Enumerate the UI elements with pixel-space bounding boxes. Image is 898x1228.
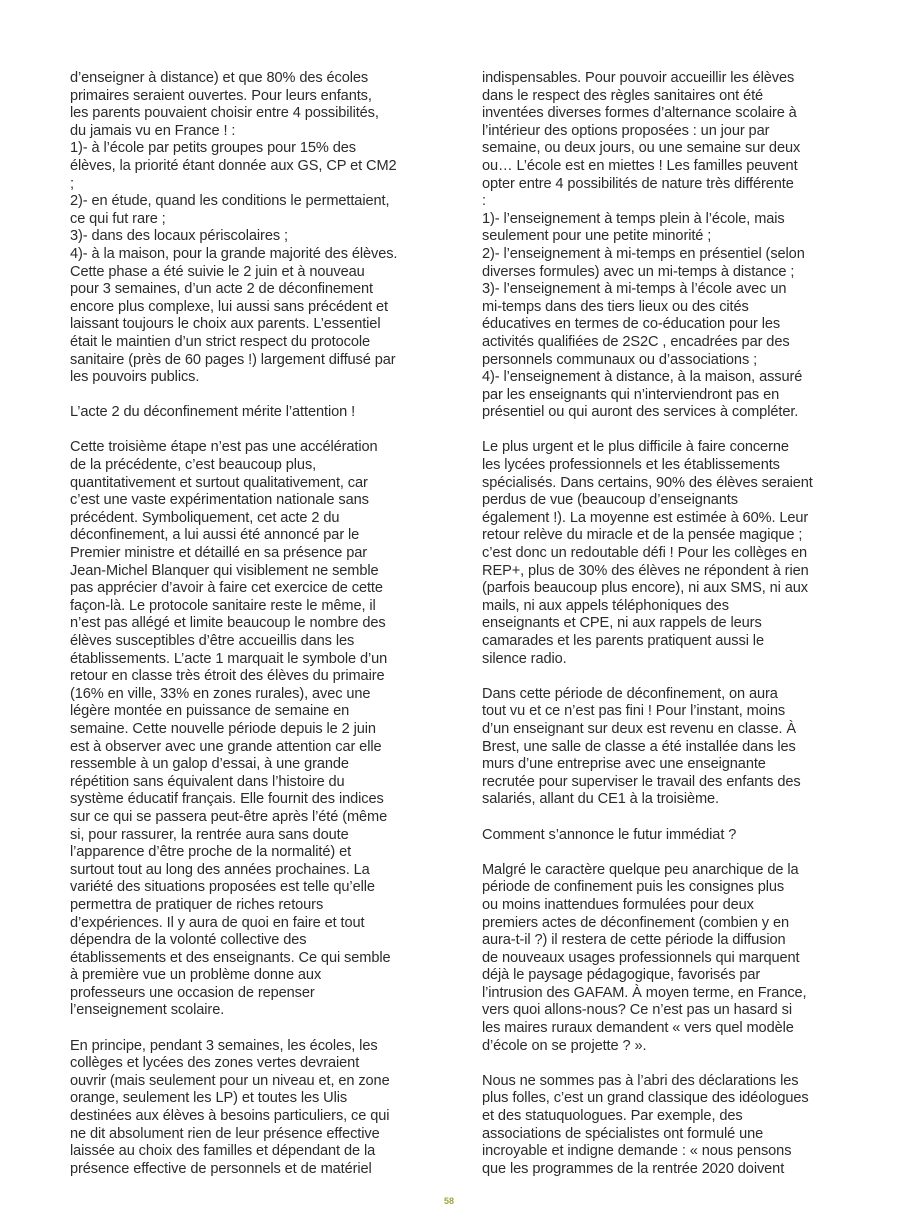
text-line: Dans cette période de déconfinement, on aura	[482, 685, 778, 702]
text-line: diverses formules) avec un mi-temps à distance ;	[482, 263, 795, 280]
text-line: les pouvoirs publics.	[70, 369, 200, 386]
text-line: primaires seraient ouvertes. Pour leurs enfants,	[70, 87, 372, 104]
text-line: mails, ni aux appels téléphoniques des	[482, 597, 729, 614]
text-line: 1)- à l’école par petits groupes pour 15% des	[70, 140, 356, 157]
text-line: l’intrusion des GAFAM. À moyen terme, en France,	[482, 984, 807, 1001]
text-line: En principe, pendant 3 semaines, les écoles, les	[70, 1037, 378, 1054]
text-line: d’un enseignant sur deux est revenu en classe. À	[482, 720, 797, 737]
text-line: sur ce qui se passera peut-être après l’été (même	[70, 808, 388, 825]
text-line: de la précédente, c’est beaucoup plus,	[70, 457, 317, 474]
text-line: établissements. L’acte 1 marquait le symbole d’un	[70, 650, 388, 667]
text-line: 2)- en étude, quand les conditions le permettaient,	[70, 193, 390, 210]
text-line: indispensables. Pour pouvoir accueillir les élèves	[482, 70, 795, 86]
text-line: premiers actes de déconfinement (combien y en	[482, 914, 789, 931]
text-line: façon-là. Le protocole sanitaire reste le même, il	[70, 597, 376, 614]
text-line: Le plus urgent et le plus difficile à faire concerne	[482, 439, 789, 456]
text-line: c’est donc un redoutable défi ! Pour les collèges en	[482, 545, 807, 562]
text-line: camarades et les parents pratiquent aussi le	[482, 633, 764, 649]
text-line: semaine. Cette nouvelle période depuis le 2 juin	[70, 720, 376, 737]
text-line: répétition sans équivalent dans l’histoire du	[70, 773, 345, 790]
text-line: et des statuquologues. Par exemple, des	[482, 1108, 743, 1125]
text-line: déconfinement, a lui aussi été annoncé par le	[70, 527, 360, 544]
left-text-column	[70, 70, 414, 1178]
text-line: 3)- dans des locaux périscolaires ;	[70, 228, 288, 245]
text-line: laissant toujours le choix aux parents. L’essentiel	[70, 316, 381, 333]
text-line: d’enseigner à distance) et que 80% des écoles	[70, 70, 369, 86]
text-line: encore plus complexe, lui aussi sans précédent et	[70, 298, 388, 315]
text-line: légère montée en puissance de semaine en	[70, 703, 350, 720]
text-line: surtout tout au long des années prochaines. La	[70, 861, 370, 878]
text-line: ce qui fut rare ;	[70, 210, 166, 227]
text-line: présentiel ou qui auront des services à compléter.	[482, 404, 799, 421]
text-line: établissements et des enseignants. Ce qui semble	[70, 949, 391, 966]
paragraph-gap	[482, 1055, 827, 1073]
page-number: 58	[443, 1196, 454, 1206]
text-line: dans le respect des règles sanitaires ont été	[482, 87, 764, 104]
text-line: 1)- l’enseignement à temps plein à l’école, mais	[482, 210, 785, 227]
text-line: l’intérieur des options proposées : un jour par	[482, 122, 770, 139]
text-line: activités qualifiées de 2S2C , encadrées par des	[482, 333, 790, 350]
text-line: inventées diverses formes d’alternance scolaire à	[482, 105, 797, 122]
text-line: également !). La moyenne est estimée à 60%. Leur	[482, 509, 809, 526]
text-line: précédent. Symboliquement, cet acte 2 du	[70, 509, 340, 526]
right-text-column	[482, 70, 827, 1178]
text-line: personnels communaux ou d’associations ;	[482, 351, 758, 368]
paragraph-gap	[70, 1020, 414, 1038]
text-line: variété des situations proposées est telle qu’elle	[70, 879, 375, 896]
text-line: aura-t-il ?) il restera de cette période la diffusion	[482, 932, 786, 949]
text-line: retour en classe très étroit des élèves du primaire	[70, 668, 385, 685]
text-line: l’apparence d’être proche de la normalité) et	[70, 844, 352, 861]
text-line: à première vue un problème donne aux	[70, 967, 322, 984]
text-line: c’est une vaste expérimentation nationale sans	[70, 492, 369, 509]
text-line: ou moins inattendues formulées pour deux	[482, 896, 754, 913]
text-line: vers quoi allons-nous? Ce n’est pas un hasard si	[482, 1002, 792, 1019]
text-line: Malgré le caractère quelque peu anarchique de la	[482, 861, 799, 878]
text-line: élèves, la priorité étant donnée aux GS, CP et CM2	[70, 157, 397, 174]
text-line: REP+, plus de 30% des élèves ne répondent à rien	[482, 562, 809, 579]
paragraph-gap	[482, 844, 827, 862]
text-line: retour relève du miracle et de la pensée magique ;	[482, 527, 803, 544]
text-line: ne dit absolument rien de leur présence effective	[70, 1125, 380, 1142]
text-line: d’expériences. Il y aura de quoi en faire et tout	[70, 914, 365, 931]
text-line: était le maintien d’un strict respect du protocole	[70, 333, 371, 350]
text-line: Comment s’annonce le futur immédiat ?	[482, 826, 737, 843]
text-line: perdus de vue (beaucoup d’enseignants	[482, 492, 738, 509]
paragraph-gap	[70, 422, 414, 440]
text-line: Premier ministre et détaillé en sa présence par	[70, 545, 368, 562]
text-line: par les enseignants qui n’interviendront pas en	[482, 386, 780, 403]
paragraph-gap	[482, 809, 827, 827]
text-line: est à observer avec une grande attention car elle	[70, 738, 382, 755]
paragraph-gap	[70, 387, 414, 405]
text-line: sanitaire (près de 60 pages !) largement diffusé par	[70, 351, 396, 368]
text-line: élèves susceptibles d’être accueillis dans les	[70, 633, 355, 649]
text-line: période de confinement puis les consignes plus	[482, 879, 785, 896]
text-line: dépendra de la volonté collective des	[70, 932, 307, 949]
text-line: silence radio.	[482, 650, 567, 667]
text-line: les lycées professionnels et les établissements	[482, 457, 780, 474]
text-line: les maires ruraux demandent « vers quel modèle	[482, 1020, 794, 1037]
text-line: mi-temps dans des tiers lieux ou des cités	[482, 298, 749, 315]
text-line: laissée au choix des familles et dépendant de la	[70, 1143, 376, 1160]
text-line: 4)- l’enseignement à distance, à la maison, assuré	[482, 369, 803, 386]
text-line: système éducatif français. Elle fournit des indices	[70, 791, 384, 808]
text-line: Cette phase a été suivie le 2 juin et à nouveau	[70, 263, 365, 280]
text-line: Nous ne sommes pas à l’abri des déclarations les	[482, 1072, 799, 1089]
text-line: collèges et lycées des zones vertes devraient	[70, 1055, 360, 1072]
text-line: murs d’une entreprise avec une enseignante	[482, 756, 766, 773]
text-line: l’enseignement scolaire.	[70, 1002, 225, 1019]
text-line: les parents pouvaient choisir entre 4 possibilités,	[70, 105, 379, 122]
text-line: plus folles, c’est un grand classique des idéologues	[482, 1090, 809, 1107]
text-line: 4)- à la maison, pour la grande majorité des élèves.	[70, 245, 398, 262]
text-line: (16% en ville, 33% en zones rurales), avec une	[70, 685, 371, 702]
text-line: spécialisés. Dans certains, 90% des élèves seraient	[482, 474, 813, 491]
text-line: d’école on se projette ? ».	[482, 1037, 647, 1054]
text-line: permettra de pratiquer de riches retours	[70, 896, 324, 913]
paragraph-gap	[482, 422, 827, 440]
text-line: que les programmes de la rentrée 2020 doivent	[482, 1160, 785, 1177]
text-line: Jean-Michel Blanquer qui visiblement ne semble	[70, 562, 379, 579]
text-line: ressemble à un galop d’essai, à une grande	[70, 756, 349, 773]
text-line: si, pour rassurer, la rentrée aura sans doute	[70, 826, 349, 843]
text-line: incroyable et indigne demande : « nous pensons	[482, 1143, 792, 1160]
text-line: pas apprécier d’avoir à faire cet exercice de cette	[70, 580, 383, 597]
text-line: présence effective de personnels et de matériel	[70, 1160, 372, 1177]
text-line: n’est pas allégé et limite beaucoup le nombre des	[70, 615, 386, 632]
text-line: du jamais vu en France ! :	[70, 122, 236, 139]
text-line: 2)- l’enseignement à mi-temps en présentiel (selon	[482, 245, 805, 262]
text-line: déjà le paysage pédagogique, favorisés par	[482, 967, 761, 984]
text-line: (parfois beaucoup plus encore), ni aux SMS, ni aux	[482, 580, 808, 597]
text-line: 3)- l’enseignement à mi-temps à l’école avec un	[482, 281, 787, 298]
text-line: pour 3 semaines, d’un acte 2 de déconfinement	[70, 281, 373, 298]
text-line: L’acte 2 du déconfinement mérite l’attention !	[70, 404, 356, 421]
text-line: destinées aux élèves à besoins particuliers, ce qui	[70, 1108, 390, 1125]
text-line: éducatives en termes de co-éducation pour les	[482, 316, 781, 333]
text-line: recrutée pour superviser le travail des enfants des	[482, 773, 801, 790]
text-line: opter entre 4 possibilités de nature très différente	[482, 175, 794, 192]
text-line: tout vu et ce n’est pas fini ! Pour l’instant, moins	[482, 703, 786, 720]
text-line: Cette troisième étape n’est pas une accélération	[70, 439, 378, 456]
text-line: ;	[70, 175, 74, 192]
text-line: ou… L’école est en miettes ! Les familles peuvent	[482, 157, 798, 174]
text-line: enseignants et CPE, ni aux rappels de leurs	[482, 615, 762, 632]
text-line: seulement pour une petite minorité ;	[482, 228, 712, 245]
paragraph-gap	[482, 668, 827, 686]
text-line: de nouveaux usages professionnels qui marquent	[482, 949, 800, 966]
text-line: ouvrir (mais seulement pour un niveau et, en zone	[70, 1072, 390, 1089]
text-line: Brest, une salle de classe a été installée dans les	[482, 738, 796, 755]
text-line: semaine, ou deux jours, ou une semaine sur deux	[482, 140, 801, 157]
text-line: associations de spécialistes ont formulé une	[482, 1125, 764, 1142]
text-line: professeurs une occasion de repenser	[70, 984, 315, 1001]
text-line: salariés, allant du CE1 à la troisième.	[482, 791, 720, 808]
text-line: orange, seulement les LP) et toutes les Ulis	[70, 1090, 348, 1107]
text-line: quantitativement et surtout qualitativement, car	[70, 474, 368, 491]
text-line: :	[482, 193, 486, 210]
